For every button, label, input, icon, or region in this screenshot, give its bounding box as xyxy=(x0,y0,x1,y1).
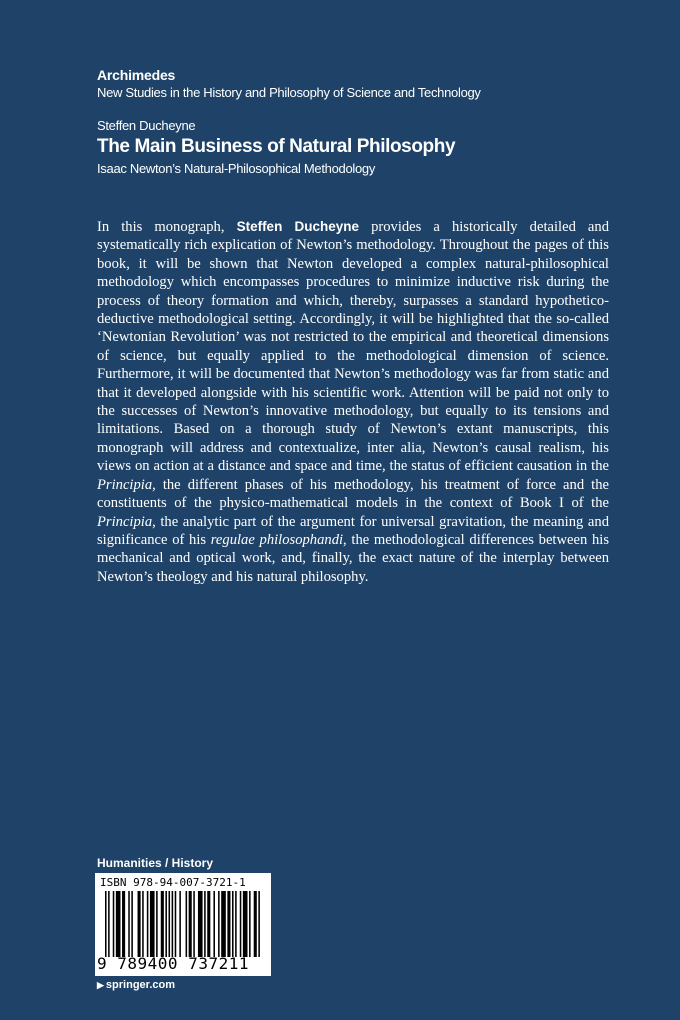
barcode-bar xyxy=(142,891,144,957)
blurb-text-4: , the methodological differences between his mechanical and optical work, and, finally, the exact nature of the interplay between Newton’s theology and his natural philosophy. xyxy=(97,531,609,585)
barcode-bar xyxy=(189,891,192,957)
barcode-bar xyxy=(150,891,155,957)
blurb-intro: In this monograph, xyxy=(97,219,237,235)
blurb-text-3: , the analytic part of the argument for universal gravitation, the meaning and significance of his xyxy=(97,513,609,548)
barcode-bar xyxy=(249,891,251,957)
barcode-bar xyxy=(169,891,171,957)
blurb-text-2: , the different phases of his methodology, his treatment of force and the constituents of the physico-mathematical models in the context of Book I of the xyxy=(97,476,609,512)
series-header xyxy=(97,66,617,102)
barcode-bar xyxy=(227,891,230,957)
barcode-bar xyxy=(258,891,260,957)
book-subtitle: Isaac Newton’s Natural-Philosophical Methodology xyxy=(97,161,376,176)
barcode-bar xyxy=(232,891,234,957)
barcode-bar xyxy=(235,891,237,957)
barcode-bar xyxy=(213,891,215,957)
blurb-italic-principia: Principia xyxy=(97,476,153,493)
barcode-bar xyxy=(179,891,181,957)
author-name: Steffen Ducheyne xyxy=(97,118,196,133)
book-title: The Main Business of Natural Philosophy xyxy=(97,136,456,157)
barcode-bar xyxy=(172,891,174,957)
barcode-bar xyxy=(161,891,164,957)
series-subtitle: New Studies in the History and Philosophy of Science and Technology xyxy=(97,85,481,100)
barcode-bar xyxy=(254,891,257,957)
barcode-bar xyxy=(147,891,149,957)
blurb-author: Steffen Ducheyne xyxy=(236,219,360,234)
barcode-bar xyxy=(240,891,242,957)
book-header xyxy=(97,117,617,178)
blurb-paragraph xyxy=(97,218,609,586)
blurb-text: provides a historically detailed and systematically rich explication of Newton’s methodology. Throughout the pages of this book, it will be shown that Newton developed a complex natural-philosophical methodology which encompasses procedures to minimize inductive risk during the process of theory formation and which, thereby, surpasses a standard hypothetico-deductive methodological setting. Accordingly, it will be highlighted that the so-called ‘Newtonian Revolution’ was not restricted to the empirical and theoretical dimensions of science, but equally applied to the methodological dimension of science. Furthermore, it will be documented that Newton’s methodology was far from static and that it developed alongside with his scientific work. Attention will be paid not only to the successes of Newton’s innovative methodology, but equally to its tensions and limitations. Based on a thorough study of Newton’s extant manuscripts, this monograph will address and contextualize, inter alia, Newton’s causal realism, his views on action at a distance and space and time, the status of efficient causation in the xyxy=(97,219,609,475)
barcode-bar xyxy=(131,891,133,957)
barcode-bar xyxy=(138,891,141,957)
barcode-bar xyxy=(204,891,206,957)
barcode-bar xyxy=(113,891,115,957)
barcode-bar xyxy=(207,891,210,957)
barcode-bar xyxy=(108,891,110,957)
barcode-bars xyxy=(105,891,263,957)
barcode-bar xyxy=(122,891,125,957)
barcode-bar xyxy=(175,891,177,957)
barcode-bar xyxy=(198,891,203,957)
barcode-digits: 9 789400 737211 xyxy=(97,954,249,973)
subject-category: Humanities / History xyxy=(97,856,214,870)
barcode-bar xyxy=(105,891,107,957)
barcode-bar xyxy=(193,891,195,957)
barcode-bar xyxy=(221,891,226,957)
triangle-right-icon: ▶ xyxy=(97,980,104,990)
blurb-italic-regulae: regulae philosophandi xyxy=(210,531,344,548)
publisher-url: springer.com xyxy=(105,979,175,991)
barcode-bar xyxy=(156,891,158,957)
barcode-bar xyxy=(128,891,130,957)
series-title: Archimedes xyxy=(97,67,176,83)
barcode-bar xyxy=(186,891,188,957)
barcode-bar xyxy=(165,891,167,957)
barcode-bar xyxy=(218,891,220,957)
publisher-link[interactable] xyxy=(97,978,175,992)
isbn-label: ISBN 978-94-007-3721-1 xyxy=(100,876,246,889)
blurb-italic-principia-2: Principia xyxy=(97,513,153,530)
barcode-bar xyxy=(116,891,121,957)
barcode-bar xyxy=(243,891,248,957)
isbn-barcode xyxy=(95,873,271,976)
